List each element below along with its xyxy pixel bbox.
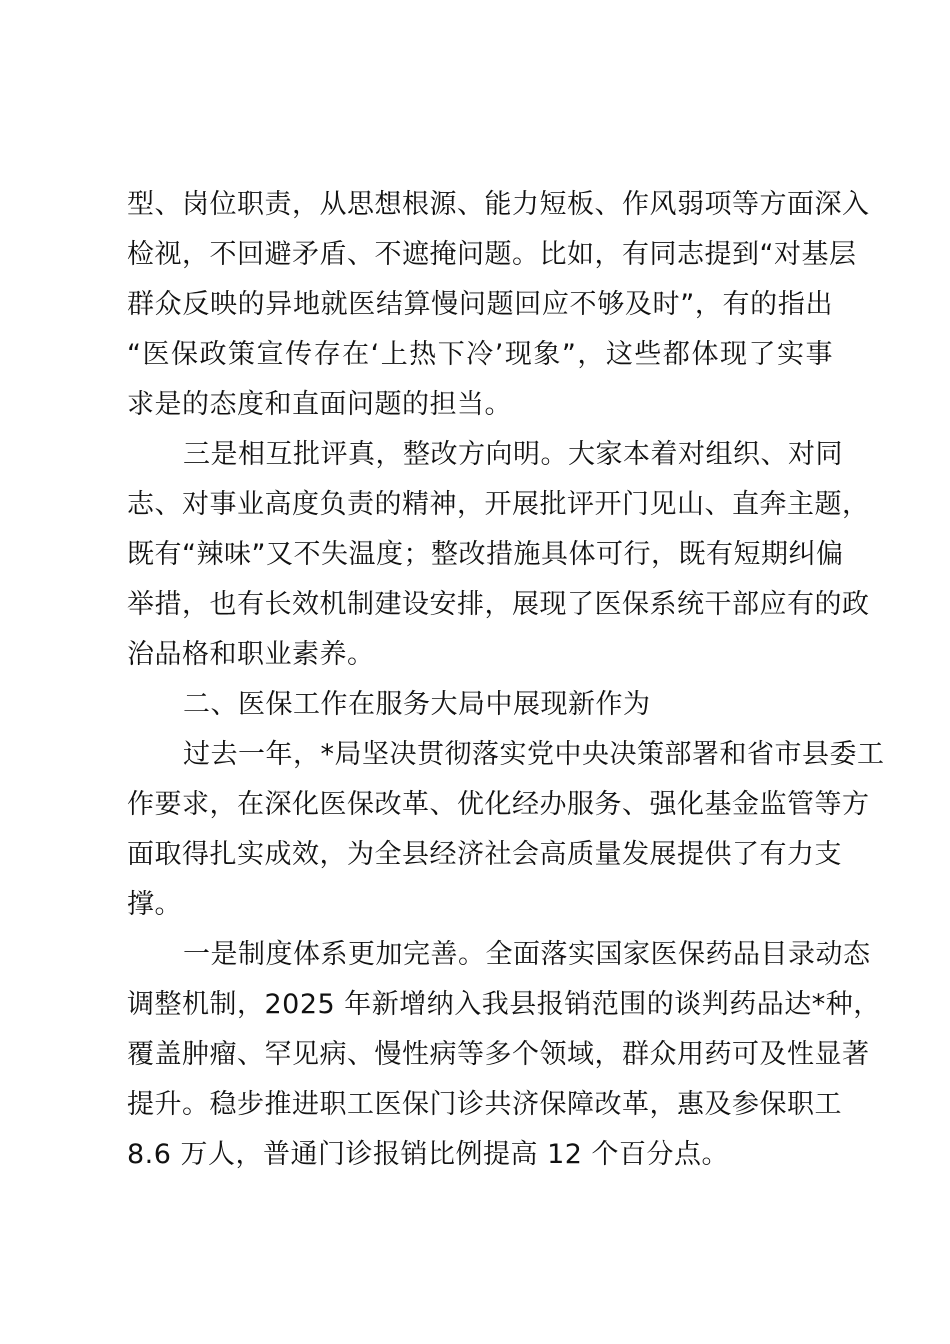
text-line: 志、对事业高度负责的精神，开展批评开门见山、直奔主题， xyxy=(127,489,870,520)
text-line: 治品格和职业素养。 xyxy=(127,639,375,670)
text-line: 群众反映的异地就医结算慢问题回应不够及时”，有的指出 xyxy=(127,289,833,320)
document-page xyxy=(127,180,885,1180)
text-line: 一是制度体系更加完善。全面落实国家医保药品目录动态 xyxy=(183,939,871,970)
text-line: 覆盖肿瘤、罕见病、慢性病等多个领域，群众用药可及性显著 xyxy=(127,1039,870,1070)
text-line: 求是的态度和直面问题的担当。 xyxy=(127,389,512,420)
text-line: 撑。 xyxy=(127,889,182,920)
text-line: 8.6 万人，普通门诊报销比例提高 12 个百分点。 xyxy=(127,1139,730,1170)
text-line: 举措，也有长效机制建设安排，展现了医保系统干部应有的政 xyxy=(127,589,870,620)
paragraph-mutual-criticism xyxy=(127,430,870,680)
text-line: 提升。稳步推进职工医保门诊共济保障改革，惠及参保职工 xyxy=(127,1089,842,1120)
text-line: “医保政策宣传存在‘上热下冷’现象”，这些都体现了实事 xyxy=(127,339,833,370)
text-line: 作要求，在深化医保改革、优化经办服务、强化基金监管等方 xyxy=(127,789,870,820)
paragraph-self-examination xyxy=(127,180,870,430)
text-line: 检视，不回避矛盾、不遮掩问题。比如，有同志提到“对基层 xyxy=(127,239,857,270)
text-line: 过去一年，*局坚决贯彻落实党中央决策部署和省市县委工 xyxy=(183,739,885,770)
paragraph-past-year-summary xyxy=(127,730,885,930)
section-heading xyxy=(127,680,833,730)
text-line: 面取得扎实成效，为全县经济社会高质量发展提供了有力支 xyxy=(127,839,842,870)
section-heading-text: 二、医保工作在服务大局中展现新作为 xyxy=(183,689,651,720)
text-line: 既有“辣味”又不失温度；整改措施具体可行，既有短期纠偏 xyxy=(127,539,844,570)
text-line: 调整机制，2025 年新增纳入我县报销范围的谈判药品达*种， xyxy=(127,989,881,1020)
text-line: 三是相互批评真，整改方向明。大家本着对组织、对同 xyxy=(183,439,843,470)
text-line: 型、岗位职责，从思想根源、能力短板、作风弱项等方面深入 xyxy=(127,189,870,220)
paragraph-system-improvement xyxy=(127,930,881,1180)
